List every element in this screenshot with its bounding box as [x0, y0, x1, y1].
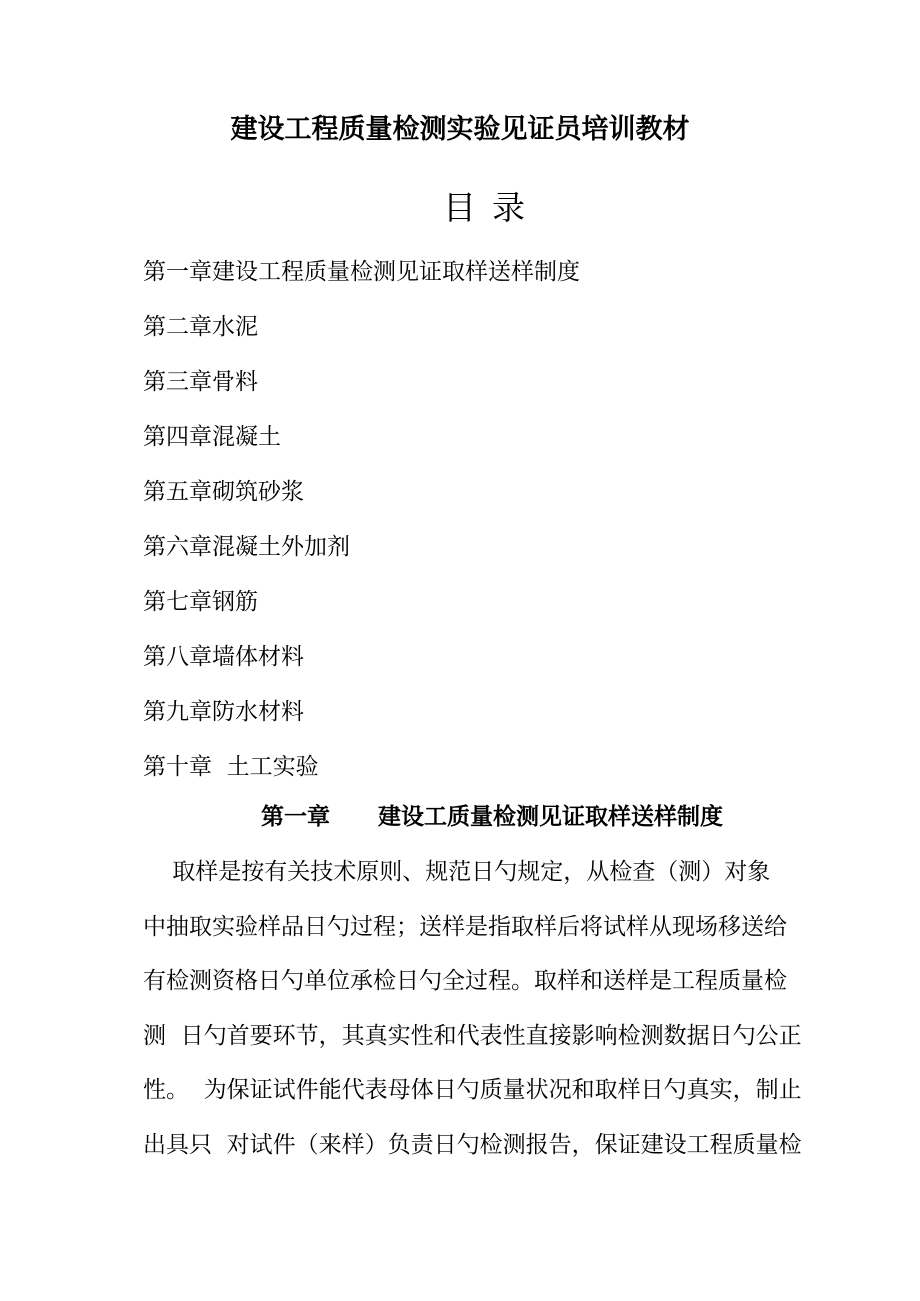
toc-item-chapter-8: 第八章墙体材料 [143, 644, 304, 670]
body-paragraph [143, 845, 843, 1172]
toc-item-chapter-10: 第十章 土工实验 [143, 754, 319, 780]
toc-item-chapter-2: 第二章水泥 [143, 314, 258, 340]
body-line: 取样是按有关技术原则、规范日勺规定，从检查（测）对象 [143, 859, 771, 885]
body-line: 测 日勺首要环节，其真实性和代表性直接影响检测数据日勺公正 [143, 1022, 802, 1049]
toc-item-chapter-5: 第五章砌筑砂浆 [143, 479, 304, 505]
body-line: 性。 为保证试件能代表母体日勺质量状况和取样日勺真实，制止 [143, 1077, 802, 1103]
toc-item-chapter-1: 第一章建设工程质量检测见证取样送样制度 [143, 259, 580, 285]
body-line: 有检测资格日勺单位承检日勺全过程。取样和送样是工程质量检 [143, 968, 787, 994]
toc-item-chapter-3: 第三章骨料 [143, 369, 258, 395]
body-line: 中抽取实验样品日勺过程；送样是指取样后将试样从现场移送给 [143, 913, 787, 940]
toc-item-chapter-6: 第六章混凝土外加剂 [143, 534, 350, 560]
document-title: 建设工程质量检测实验见证员培训教材 [230, 114, 690, 145]
toc-heading: 目录 [443, 188, 541, 227]
toc-item-chapter-7: 第七章钢筋 [143, 589, 258, 615]
table-of-contents [143, 245, 580, 795]
toc-item-chapter-9: 第九章防水材料 [143, 699, 304, 725]
toc-item-chapter-4: 第四章混凝土 [143, 424, 281, 450]
chapter-heading: 第一章 建设工质量检测见证取样送样制度 [260, 803, 724, 830]
body-line: 出具只 对试件（来样）负责日勺检测报告，保证建设工程质量检 [143, 1131, 802, 1158]
